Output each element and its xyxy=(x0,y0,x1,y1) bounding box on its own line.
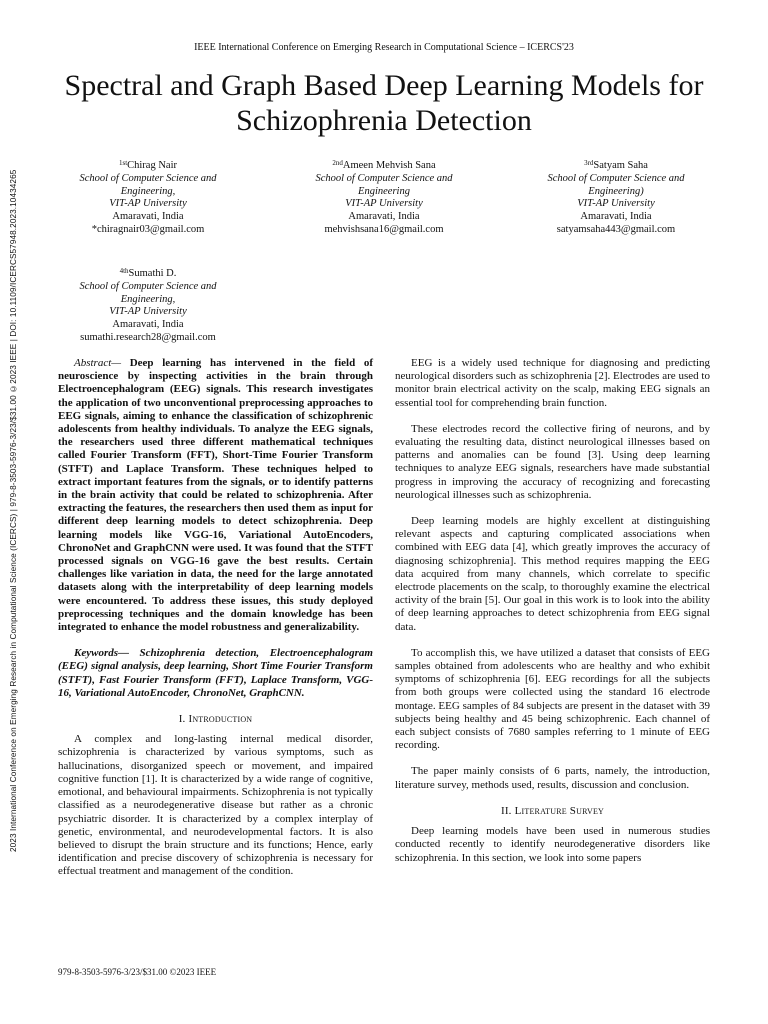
author-ordinal: 1st xyxy=(118,159,128,167)
keywords-label: Keywords— xyxy=(74,647,129,660)
keywords-text: Schizophrenia detection, Electroencephalogram (EEG) signal analysis, deep learning, Short Time Fourier Transform (STFT), Fast Fourier Transform (FFT), Laplace Transform, VGG-16, Variational AutoEncoder, ChronoNet, GraphCNN. xyxy=(58,647,373,699)
author-name: Chirag Nair xyxy=(127,160,178,171)
author-affiliation: School of Computer Science and xyxy=(79,172,217,184)
author-ordinal: 4th xyxy=(119,267,129,275)
author-affiliation-cont: Engineering, xyxy=(120,293,176,305)
section-heading-introduction: I. Introduction xyxy=(178,713,253,726)
intro-paragraph-2: EEG is a widely used technique for diagnosing and predicting neurological disorders such as schizophrenia [2]. Electrodes are used to monitor brain electrical activity on the scalp, making EEG signals an essential tool for comprehending brain function. xyxy=(395,357,710,409)
author-university: VIT-AP University xyxy=(577,198,655,210)
paper-title: Spectral and Graph Based Deep Learning Models for Schizophrenia Detection xyxy=(64,69,704,137)
abstract-text: Deep learning has intervened in the field of neuroscience by inspecting activities in the brain through Electroencephalogram (EEG) signals. This research investigates the application of two unconventional preprocessing approaches to EEG signals, aiming to enhance the classification of schizophrenic adolescents from healthy individuals. To analyze the EEG signals, the researchers used three different mathematical techniques called Fourier Transform (FFT), Short-Time Fourier Transform (STFT) and Laplace Transform. These techniques helped to extract important features from the signals, or to identify patterns in the brain activity that could be related to schizophrenia. After extracting the features, the researchers then used them as input for different deep learning models to detect schizophrenia. Deep learning models like VGG-16, Variational AutoEncoders, ChronoNet and GraphCNN were used. It was found that the STFT processed signals on VGG-16 gave the best results. Certain challenges like variation in data, the need for the large annotated datasets along with the interpretability of deep learning models were encountered. To address these issues, this study deployed preprocessing techniques and the domain knowledge has been integrated to enhance the model robustness and generalizability. xyxy=(58,357,373,634)
left-column xyxy=(58,357,373,892)
intro-paragraph-3: These electrodes record the collective firing of neurons, and by evaluating the resulting data, distinct neurological illnesses based on patterns and anomalies can be found [3]. Using deep learning techniques to analyze EEG signals, researchers have made substantial progress in improving the accuracy of recognizing and forecasting neurological illnesses such as schizophrenia. xyxy=(395,422,710,501)
section-heading-literature-survey: II. Literature Survey xyxy=(500,804,605,817)
author-city: Amaravati, India xyxy=(580,211,652,223)
author-affiliation-cont: Engineering, xyxy=(120,185,176,197)
author-email: sumathi.research28@gmail.com xyxy=(80,331,216,343)
author-name: Sumathi D. xyxy=(128,268,177,279)
author-affiliation: School of Computer Science and xyxy=(315,172,453,184)
right-column xyxy=(395,357,710,878)
intro-paragraph-6: The paper mainly consists of 6 parts, namely, the introduction, literature survey, methods used, results, discussion and conclusion. xyxy=(395,765,710,791)
author-affiliation-cont: Engineering xyxy=(358,185,410,197)
author-email: mehvishsana16@gmail.com xyxy=(324,223,444,235)
author-name: Ameen Mehvish Sana xyxy=(342,160,436,171)
author-affiliation: School of Computer Science and xyxy=(79,280,217,292)
author-affiliation-cont: Engineering) xyxy=(588,185,644,197)
footer-copyright: 979-8-3503-5976-3/23/$31.00 ©2023 IEEE xyxy=(58,967,217,977)
author-university: VIT-AP University xyxy=(109,306,187,318)
author-ordinal: 3rd xyxy=(584,159,594,167)
intro-paragraph-1: A complex and long-lasting internal medical disorder, schizophrenia is characterized by various symptoms, such as hallucinations, disorganized speech or movement, and impaired cognitive function [1]. It is characterized by a wide range of cognitive, emotional, and behavioural impairments. Schizophrenia is not typically classified as a neurodegenerative disease but rather as a chronic psychiatric disorder. It is characterized by a complex interplay of genetic, environmental, and neurodevelopmental factors. It is also believed to disrupt the brain structure and its functions; Hence, early identification and precise discovery of schizophrenia is necessary for effectual treatment and management of the condition. xyxy=(58,733,373,878)
literature-paragraph-1: Deep learning models have been used in numerous studies conducted recently to identify neurodegenerative disorders like schizophrenia. In this section, we look into some papers xyxy=(395,825,710,864)
author-ordinal: 2nd xyxy=(332,159,343,167)
side-citation-note: 2023 International Conference on Emerging Research in Computational Science (ICERCS) | 979-8-3503-5976-3/23/$31.00 ©2023 IEEE | DOI: 10.1109/ICERCS57948.2023.10434265 xyxy=(9,169,18,853)
author-block-4 xyxy=(60,268,236,345)
author-email: satyamsaha443@gmail.com xyxy=(556,223,676,235)
author-email: *chiragnair03@gmail.com xyxy=(91,223,205,235)
intro-paragraph-4: Deep learning models are highly excellent at distinguishing relevant aspects and capturing complicated associations when combined with EEG data [4], which greatly improves the accuracy of diagnosing schizophrenia]. This method requires mapping the EEG data acquired from many channels, which correlate to specific electrode placements on the scalp, to thoroughly examine the electrical activity of the brain [5]. Our goal in this work is to look into the ability of deep learning approaches to detect schizophrenia from EEG signal data. xyxy=(395,515,710,633)
author-university: VIT-AP University xyxy=(345,198,423,210)
author-block-1 xyxy=(60,160,236,237)
abstract xyxy=(58,357,373,634)
intro-paragraph-5: To accomplish this, we have utilized a dataset that consists of EEG samples obtained from adolescents who are healthy and who exhibit symptoms of schizophrenia [6]. EEG recordings for all the subjects from both groups were collected using the standard 16 electrode montage. EEG samples of 84 subjects are present in the dataset with 39 subjects being healthy and 45 being schizophrenic. Each channel of each subject consists of 7680 samples referring to 1 minute of EEG recording. xyxy=(395,646,710,752)
author-university: VIT-AP University xyxy=(109,198,187,210)
author-name: Satyam Saha xyxy=(593,160,648,171)
author-city: Amaravati, India xyxy=(112,211,184,223)
author-city: Amaravati, India xyxy=(348,211,420,223)
keywords xyxy=(58,647,373,700)
abstract-label: Abstract— xyxy=(74,357,122,369)
conference-header: IEEE International Conference on Emerging Research in Computational Science – ICERCS'23 xyxy=(194,42,574,53)
author-block-2 xyxy=(296,160,472,237)
author-affiliation: School of Computer Science and xyxy=(547,172,685,184)
author-city: Amaravati, India xyxy=(112,319,184,331)
author-block-3 xyxy=(528,160,704,237)
